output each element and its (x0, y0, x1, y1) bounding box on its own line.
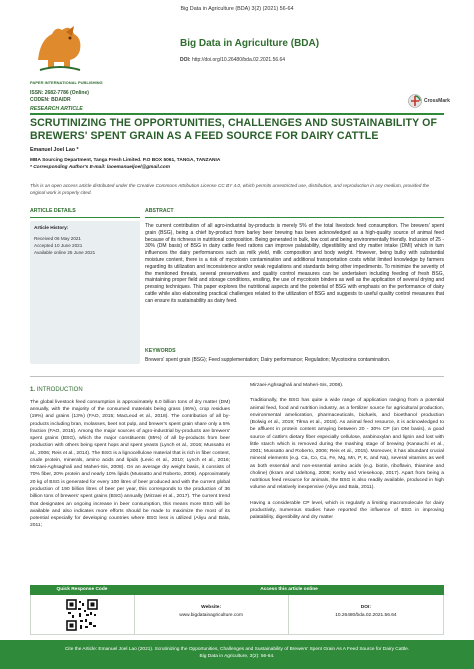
qr-code-label: Quick Response Code (56, 587, 108, 592)
doi-line (180, 57, 285, 63)
online-date: Available online 25 June 2021 (34, 249, 96, 255)
issn-online: ISSN: 2682-7786 (Online) (30, 90, 89, 96)
qa-doi-label: DOI: (360, 605, 371, 610)
doi-cell (289, 595, 443, 634)
issn-block (30, 90, 89, 104)
right-paragraph-2: Having a considerable CP level, which is regularly a limiting macromolecule for dairy productivity, numerous studies have reported the influence of BSG in improving palatability, digestibility and dry matter (250, 500, 444, 521)
article-history-box (30, 221, 140, 364)
right-column (250, 382, 444, 522)
citation-source: Big Data in Agriculture, 3(2): 56-64. (199, 654, 275, 660)
section-divider (30, 376, 444, 377)
citation-footer (0, 640, 474, 669)
quick-access-body (30, 595, 444, 635)
access-online-label: Access this article online (260, 587, 318, 592)
author: Emanuel Joel Lao * (30, 147, 79, 153)
keywords-text: Brewers' spent grain (BSG); Feed supplementation; Dairy performance; Regulation; Mycotoxins contamination. (145, 357, 391, 363)
received-date: Received 06 May 2021 (34, 236, 81, 241)
intro-number: 1. (30, 387, 36, 393)
accepted-date: Accepted 10 June 2021 (34, 242, 83, 248)
website-label: Website: (201, 605, 222, 610)
right-continuation: Mirzaei-Aghsaghali and Maheri-Sis, 2008). (250, 383, 344, 388)
quick-access-bar (30, 585, 444, 595)
right-paragraph-1: Traditionally, the BSG has quite a wide range of application ranging from a potential animal feed, food and nutrition industry, as a fertilizer source for agricultural production, environmental amelioration, pharmaceuticals, biofuels, and bioethanol production (Bolwig et al., 2019; Tiłma et al., 2018). As animal feed resource, it is acknowledged to be affluent in protein content arraying between 20 - 30% CP (on DM basis), a good source of cattle's dietary fiber especially cellulose, arabinoxylan and lignin and lost with little starch which is removed during the mashing stage of brewing (Kanauchi et al., 2001; Mussatto and Roberto, 2006; Reis et al., 2015). Moreover, it has abundant crucial mineral elements (e.g. Ca, Co, Cu, Fe, Mg, Mn, P, K, and Na), several vitamins as well as both essential and non-essential amino acids (e.g. biotin, riboflavin, thiamine and choline) (Ikram and Udeltong, 2008; Kerby and Vriesekoop, 2017). Apart from being a nutritious feed resource for animals, the BSG is also readily available, produced in high volume and relatively inexpensive (Aliyu and Bala, 2011). (250, 398, 444, 491)
abstract-text: The current contribution of all agro-industrial by-products is merely 5% of the total livestock feed consumption. The brewers' spent grain (BSG), being a chief by-product from barley beer brewing has been acknowledged as a high-quality source of animal feed because of its richness in nutritional composition. Being generated in bulk, low cost and being environmentally friendly. Inclusion of 25 - 30% (DM basis) of BSG in dairy cattle feed rations can improve palatability, digestibility and dry matter intake (DMI) which in turn influences the dairy performances such as milk yield, milk composition and body weight. However, being bulky with substantial moisture content, there is a risk of mycotoxin contamination and additional transportation costs whilst limited knowledge by farmers regarding its utilization and inconsistence and/or weak regulations and standards being other impediments. To minimize the severity of the mentioned threats, several preservatives and quality control measures can be undertaken including feeding of fresh BSG, maintaining proper field and storage conditions, ensiling, the use of mycotoxin binders as well as the application of several drying and pressing techniques. This paper explores the nutritional aspects and the potential of BSG with emphasis on the performance of dairy cattle while also elaborating practical challenges related to the utilization of BSG and suggests to useful quality control measures that can ensure its sustainability as dairy feed. (145, 223, 444, 304)
corresponding-email: * Corresponding Author's E-mail: laoemanueljoel@gmail.com (30, 164, 170, 170)
publisher-logo (30, 20, 90, 78)
affiliation: MBA Sourcing Department, Tanga Fresh Limited. P.O BOX 5061, TANGA, TANZANIA (30, 158, 221, 163)
publisher-name: PAPER INTERNATIONAL PUBLISHING (30, 80, 103, 85)
divider (30, 113, 444, 115)
doi-label: DOI: (180, 57, 191, 63)
website-link[interactable]: www.bigdatainagriculture.com (179, 613, 243, 618)
left-column (30, 386, 230, 530)
qa-doi-value[interactable]: 10.26480/bda.02.2021.56.64 (335, 613, 397, 618)
corresponding-author (30, 165, 220, 172)
citation-text: Cite the Article: Emanuel Joel Lao (2021). Scrutinizing the Opportunities, Challenges and Sustainability of Brewers' Spent Grain As A Feed Source for Dairy Cattle. (64, 647, 410, 652)
article-details-heading: ARTICLE DETAILS (30, 208, 140, 218)
history-heading: Article History: (34, 226, 69, 231)
website-cell (135, 595, 289, 634)
journal-title: Big Data in Agriculture (BDA) (180, 38, 320, 49)
intro-heading (30, 386, 230, 395)
article-title: SCRUTINIZING THE OPPORTUNITIES, CHALLENGES AND SUSTAINABILITY OF BREWERS' SPENT GRAIN AS A FEED SOURCE FOR DAIRY CATTLE (30, 117, 438, 143)
crossmark-label: CrossMark (424, 98, 450, 104)
intro-title: INTRODUCTION (36, 387, 83, 393)
qr-code-cell (31, 595, 135, 634)
qr-code-icon[interactable] (66, 599, 98, 631)
doi-link[interactable]: http://doi.org/10.26480/bda.02.2021.56.64 (191, 57, 286, 63)
crossmark-icon (408, 94, 422, 108)
abstract-heading: ABSTRACT (145, 208, 444, 218)
intro-paragraph: The global livestock feed consumption is approximately 6.0 billion tons of dry matter (DM) annually, with the majority of the consumed materials being grass (46%), crop residues (19%) and grains (13%) (FAO, 2015; MacLeod et al., 2018). The contribution of all by-products including bran, molasses, beet not pulp, and brewer's spent grain share only a 5% fraction (FAO, 2015). Among the major sources of agro-industrial by-products are brewers' spent grains (BSG), which the major constituents (85%) of all by-products from beer production with others being spent hops and spent yeasts (Lynch et al., 2016; Mussatto et al., 2006; Reis et al., 2014). The BSG is a lignocellulose material that is rich in fiber content, crude protein, minerals, amino acids and lipids (Levic et al., 2010; Lynch et al., 2016; Mirzaei-Aghsaghali and Maheri-Sis, 2008). On an average dry weight basis, it consists of 70% fiber, 20% protein and nearly 10% lipids (Mussatto and Roberto, 2006). Approximately 20 kg of BSG is generated for every 100 litres of beer produced and with the current global production of 190 billion litres of beer per year, this corresponds to the production of 36 billion tons of brewers' spent grains (BSG) annually (Mirzaei et al., 2017). The current trend that designates an ongoing increase in beer consumption, this means more BSG will be available and also indicates more efforts should be made to maximize the most of its potential especially for developing countries where BSG less is utilized (Aliyu and Bala, 2011; (30, 399, 230, 529)
keywords-heading: KEYWORDS (145, 348, 176, 354)
license-note: This is an open access article distributed under the Creative Commons Attribution License CC BY 4.0, which permits unrestricted use, distribution, and reproduction in any medium, provided the original work is properly cited. (30, 183, 430, 195)
affiliation-block (30, 158, 220, 172)
crossmark-badge[interactable] (408, 92, 452, 110)
publisher-logo-icon (30, 20, 90, 78)
article-type: RESEARCH ARTICLE (30, 106, 83, 112)
coden: CODEN: BDAIDR (30, 96, 71, 103)
running-head: Big Data in Agriculture (BDA) 3(2) (2021) 56-64 (180, 6, 294, 12)
